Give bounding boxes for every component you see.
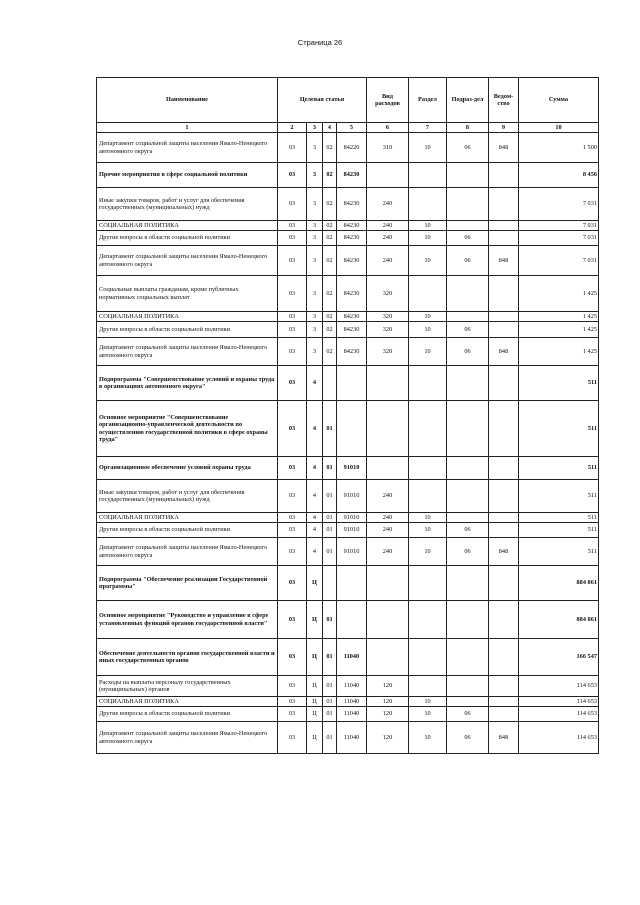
row-section [409,601,447,639]
row-sum: 511 [519,523,599,538]
row-name: Департамент социальной защиты населения Ямало-Ненецкого автономного округа [97,338,278,366]
budget-table [96,77,599,754]
row-target-direction: 91010 [337,523,367,538]
row-target-event: 01 [323,513,337,523]
row-target-subprogram: Ц [307,676,323,697]
row-target-program: 03 [278,221,307,231]
row-target-subprogram: 3 [307,338,323,366]
row-name: СОЦИАЛЬНАЯ ПОЛИТИКА [97,312,278,322]
row-expense-type: 320 [367,276,409,312]
table-body [97,133,599,754]
row-sum: 1 425 [519,312,599,322]
row-target-subprogram: 3 [307,133,323,163]
row-subsection [447,566,489,601]
row-target-subprogram: 4 [307,538,323,566]
row-name: Обеспечение деятельности органов государственной власти и иных государственных органов [97,639,278,676]
row-subsection [447,312,489,322]
row-department: 848 [489,133,519,163]
row-target-program: 03 [278,538,307,566]
row-name: Департамент социальной защиты населения Ямало-Ненецкого автономного округа [97,246,278,276]
row-target-program: 03 [278,523,307,538]
row-department [489,707,519,722]
row-target-event: 02 [323,322,337,338]
row-target-direction: 11040 [337,707,367,722]
row-target-program: 03 [278,338,307,366]
row-target-event: 01 [323,722,337,754]
row-target-program: 03 [278,276,307,312]
row-subsection [447,276,489,312]
row-department [489,566,519,601]
row-section [409,366,447,401]
row-name: Иные закупки товаров, работ и услуг для обеспечения государственных (муниципальных) нужд [97,188,278,221]
row-department: 848 [489,538,519,566]
row-sum: 114 653 [519,722,599,754]
row-section [409,566,447,601]
col-number: 8 [447,123,489,133]
row-target-direction [337,601,367,639]
row-section [409,457,447,480]
row-target-program: 03 [278,601,307,639]
row-department [489,312,519,322]
row-name: Основное мероприятие "Руководство и управление в сфере установленных функций органов государственной власти" [97,601,278,639]
row-sum: 166 547 [519,639,599,676]
row-target-program: 03 [278,457,307,480]
col-header-target: Целевая статья [278,78,367,123]
table-row [97,312,599,322]
row-department: 848 [489,338,519,366]
table-row [97,133,599,163]
row-target-subprogram: 4 [307,401,323,457]
row-sum: 7 031 [519,221,599,231]
row-target-direction: 11040 [337,676,367,697]
row-target-direction: 84230 [337,231,367,246]
row-target-event: 01 [323,523,337,538]
row-expense-type [367,366,409,401]
row-target-direction: 91010 [337,457,367,480]
row-department [489,457,519,480]
row-section: 10 [409,246,447,276]
row-target-event: 02 [323,163,337,188]
col-number: 7 [409,123,447,133]
table-row [97,707,599,722]
row-target-subprogram: Ц [307,697,323,707]
row-subsection [447,513,489,523]
row-name: СОЦИАЛЬНАЯ ПОЛИТИКА [97,697,278,707]
row-expense-type: 120 [367,676,409,697]
row-target-direction: 11040 [337,697,367,707]
row-department [489,639,519,676]
col-header-sum: Сумма [519,78,599,123]
col-number: 2 [278,123,307,133]
row-department [489,401,519,457]
table-row [97,163,599,188]
row-target-program: 03 [278,322,307,338]
col-header-section: Раздел [409,78,447,123]
row-target-direction: 11040 [337,722,367,754]
table-row [97,246,599,276]
row-section: 10 [409,231,447,246]
row-name: Департамент социальной защиты населения Ямало-Ненецкого автономного округа [97,133,278,163]
row-target-subprogram: Ц [307,566,323,601]
row-department [489,163,519,188]
row-target-event: 01 [323,401,337,457]
table-row [97,566,599,601]
row-sum: 511 [519,366,599,401]
row-target-subprogram: 3 [307,322,323,338]
row-target-direction: 91010 [337,538,367,566]
row-target-direction [337,401,367,457]
row-target-event: 01 [323,601,337,639]
row-department [489,676,519,697]
table-row [97,366,599,401]
row-target-subprogram: 4 [307,366,323,401]
row-subsection [447,401,489,457]
row-name: Основное мероприятие "Совершенствование организационно-управленческой деятельности по осуществлению государственной политики в сфере охраны труда" [97,401,278,457]
row-target-event: 01 [323,639,337,676]
row-target-event: 01 [323,676,337,697]
row-department: 848 [489,246,519,276]
row-expense-type: 240 [367,480,409,513]
col-number: 6 [367,123,409,133]
row-sum: 884 861 [519,601,599,639]
row-sum: 511 [519,401,599,457]
row-expense-type: 240 [367,513,409,523]
row-target-subprogram: Ц [307,601,323,639]
col-header-subsection: Подраз-дел [447,78,489,123]
row-subsection: 06 [447,523,489,538]
row-target-direction: 91010 [337,480,367,513]
row-section: 10 [409,221,447,231]
row-name: СОЦИАЛЬНАЯ ПОЛИТИКА [97,221,278,231]
table-row [97,639,599,676]
row-target-event: 02 [323,221,337,231]
row-target-subprogram: 3 [307,231,323,246]
row-target-subprogram: 4 [307,523,323,538]
table-row [97,188,599,221]
row-section [409,163,447,188]
col-number: 5 [337,123,367,133]
row-subsection [447,457,489,480]
row-expense-type: 120 [367,697,409,707]
row-expense-type: 320 [367,322,409,338]
row-target-program: 03 [278,722,307,754]
page-header: Страница 26 [297,38,343,47]
col-header-name: Наименование [97,78,278,123]
row-subsection [447,676,489,697]
row-name: Другие вопросы в области социальной политики [97,523,278,538]
row-department: 848 [489,722,519,754]
row-target-program: 03 [278,566,307,601]
table-row [97,338,599,366]
row-sum: 1 425 [519,338,599,366]
row-target-event: 02 [323,133,337,163]
row-name: Департамент социальной защиты населения Ямало-Ненецкого автономного округа [97,722,278,754]
row-sum: 884 861 [519,566,599,601]
row-name: СОЦИАЛЬНАЯ ПОЛИТИКА [97,513,278,523]
row-target-event: 01 [323,538,337,566]
row-expense-type: 240 [367,523,409,538]
row-section: 10 [409,523,447,538]
row-sum: 7 031 [519,231,599,246]
row-target-direction: 84230 [337,163,367,188]
row-department [489,188,519,221]
row-target-event: 02 [323,312,337,322]
row-subsection [447,601,489,639]
row-sum: 114 653 [519,697,599,707]
row-target-subprogram: 3 [307,312,323,322]
row-section [409,676,447,697]
row-expense-type [367,566,409,601]
row-section: 10 [409,338,447,366]
row-name: Подпрограмма "Совершенствование условий и охраны труда в организациях автономного округа" [97,366,278,401]
row-target-direction: 84230 [337,246,367,276]
row-name: Социальные выплаты гражданам, кроме публичных нормативных социальных выплат [97,276,278,312]
table-row [97,401,599,457]
row-target-program: 03 [278,188,307,221]
row-name: Другие вопросы в области социальной политики [97,231,278,246]
row-target-program: 03 [278,246,307,276]
table-row [97,322,599,338]
row-sum: 1 500 [519,133,599,163]
row-target-event: 02 [323,188,337,221]
row-expense-type: 120 [367,722,409,754]
col-number: 10 [519,123,599,133]
row-expense-type: 240 [367,538,409,566]
row-subsection: 06 [447,231,489,246]
row-target-direction: 91010 [337,513,367,523]
table-row [97,601,599,639]
row-expense-type: 240 [367,221,409,231]
row-expense-type: 310 [367,133,409,163]
table-row [97,231,599,246]
row-subsection: 06 [447,338,489,366]
row-sum: 7 031 [519,246,599,276]
row-target-direction [337,366,367,401]
row-target-program: 03 [278,697,307,707]
row-target-subprogram: 3 [307,246,323,276]
col-number: 1 [97,123,278,133]
row-target-program: 03 [278,163,307,188]
row-target-program: 03 [278,639,307,676]
table-row [97,523,599,538]
row-name: Другие вопросы в области социальной политики [97,707,278,722]
row-section [409,639,447,676]
row-expense-type: 240 [367,231,409,246]
row-expense-type [367,639,409,676]
row-name: Прочие мероприятия в сфере социальной политики [97,163,278,188]
row-subsection [447,639,489,676]
row-department [489,601,519,639]
row-sum: 1 425 [519,276,599,312]
row-name: Подпрограмма "Обеспечение реализации Государственной программы" [97,566,278,601]
row-target-subprogram: 4 [307,457,323,480]
row-target-event: 01 [323,697,337,707]
row-sum: 511 [519,513,599,523]
row-target-direction: 84230 [337,338,367,366]
row-department [489,322,519,338]
row-name: Организационное обеспечение условий охраны труда [97,457,278,480]
row-department [489,697,519,707]
row-expense-type: 320 [367,338,409,366]
row-target-event: 02 [323,276,337,312]
row-department [489,221,519,231]
col-number: 3 [307,123,323,133]
row-target-subprogram: Ц [307,707,323,722]
row-sum: 7 031 [519,188,599,221]
row-subsection: 06 [447,246,489,276]
row-department [489,480,519,513]
row-sum: 1 425 [519,322,599,338]
row-target-subprogram: 3 [307,276,323,312]
row-subsection [447,697,489,707]
col-number: 4 [323,123,337,133]
row-target-event [323,566,337,601]
table-row [97,221,599,231]
row-subsection: 06 [447,133,489,163]
row-section: 10 [409,722,447,754]
row-subsection [447,480,489,513]
row-department [489,523,519,538]
table-row [97,457,599,480]
col-header-exp-type: Вид расходов [367,78,409,123]
row-target-direction [337,566,367,601]
row-subsection [447,188,489,221]
row-target-subprogram: 4 [307,513,323,523]
col-number: 9 [489,123,519,133]
row-department [489,276,519,312]
row-subsection: 06 [447,322,489,338]
table-row [97,513,599,523]
row-expense-type [367,401,409,457]
row-subsection [447,366,489,401]
row-section: 10 [409,513,447,523]
row-target-direction: 84230 [337,312,367,322]
row-target-direction: 84230 [337,221,367,231]
row-target-subprogram: 3 [307,163,323,188]
row-target-event: 02 [323,231,337,246]
row-name: Департамент социальной защиты населения Ямало-Ненецкого автономного округа [97,538,278,566]
table-row [97,676,599,697]
row-target-event: 02 [323,246,337,276]
row-target-program: 03 [278,676,307,697]
column-number-row [97,123,599,133]
table-row [97,480,599,513]
row-subsection: 06 [447,538,489,566]
row-subsection: 06 [447,707,489,722]
row-name: Расходы на выплаты персоналу государственных (муниципальных) органов [97,676,278,697]
row-target-program: 03 [278,401,307,457]
row-expense-type [367,457,409,480]
row-target-direction: 84230 [337,188,367,221]
table-row [97,722,599,754]
row-section: 10 [409,538,447,566]
row-section: 10 [409,312,447,322]
row-section [409,480,447,513]
row-sum: 114 653 [519,676,599,697]
row-target-program: 03 [278,366,307,401]
row-name: Иные закупки товаров, работ и услуг для обеспечения государственных (муниципальных) нужд [97,480,278,513]
row-expense-type: 320 [367,312,409,322]
row-target-subprogram: 4 [307,480,323,513]
row-target-direction: 11040 [337,639,367,676]
row-expense-type [367,163,409,188]
row-section: 10 [409,322,447,338]
row-department [489,366,519,401]
row-target-direction: 84230 [337,322,367,338]
row-target-subprogram: 3 [307,188,323,221]
row-target-program: 03 [278,707,307,722]
row-expense-type: 240 [367,188,409,221]
row-target-subprogram: 3 [307,221,323,231]
row-name: Другие вопросы в области социальной политики [97,322,278,338]
row-target-event: 01 [323,480,337,513]
row-target-program: 03 [278,312,307,322]
row-section [409,188,447,221]
row-target-program: 03 [278,231,307,246]
row-subsection: 06 [447,722,489,754]
row-sum: 511 [519,480,599,513]
row-sum: 511 [519,538,599,566]
row-target-event: 01 [323,707,337,722]
row-expense-type: 120 [367,707,409,722]
row-sum: 8 456 [519,163,599,188]
table-row [97,276,599,312]
row-target-direction: 84220 [337,133,367,163]
row-target-event [323,366,337,401]
row-target-program: 03 [278,480,307,513]
row-expense-type [367,601,409,639]
row-section: 10 [409,697,447,707]
row-target-event: 02 [323,338,337,366]
row-section: 10 [409,707,447,722]
row-department [489,513,519,523]
row-target-program: 03 [278,133,307,163]
row-target-subprogram: Ц [307,722,323,754]
row-target-subprogram: Ц [307,639,323,676]
row-sum: 511 [519,457,599,480]
row-target-event: 01 [323,457,337,480]
row-subsection [447,163,489,188]
row-section [409,401,447,457]
row-sum: 114 653 [519,707,599,722]
row-section: 10 [409,133,447,163]
row-subsection [447,221,489,231]
row-target-program: 03 [278,513,307,523]
row-section [409,276,447,312]
table-row [97,538,599,566]
table-row [97,697,599,707]
row-target-direction: 84230 [337,276,367,312]
row-expense-type: 240 [367,246,409,276]
col-header-dept: Ведом-ство [489,78,519,123]
row-department [489,231,519,246]
